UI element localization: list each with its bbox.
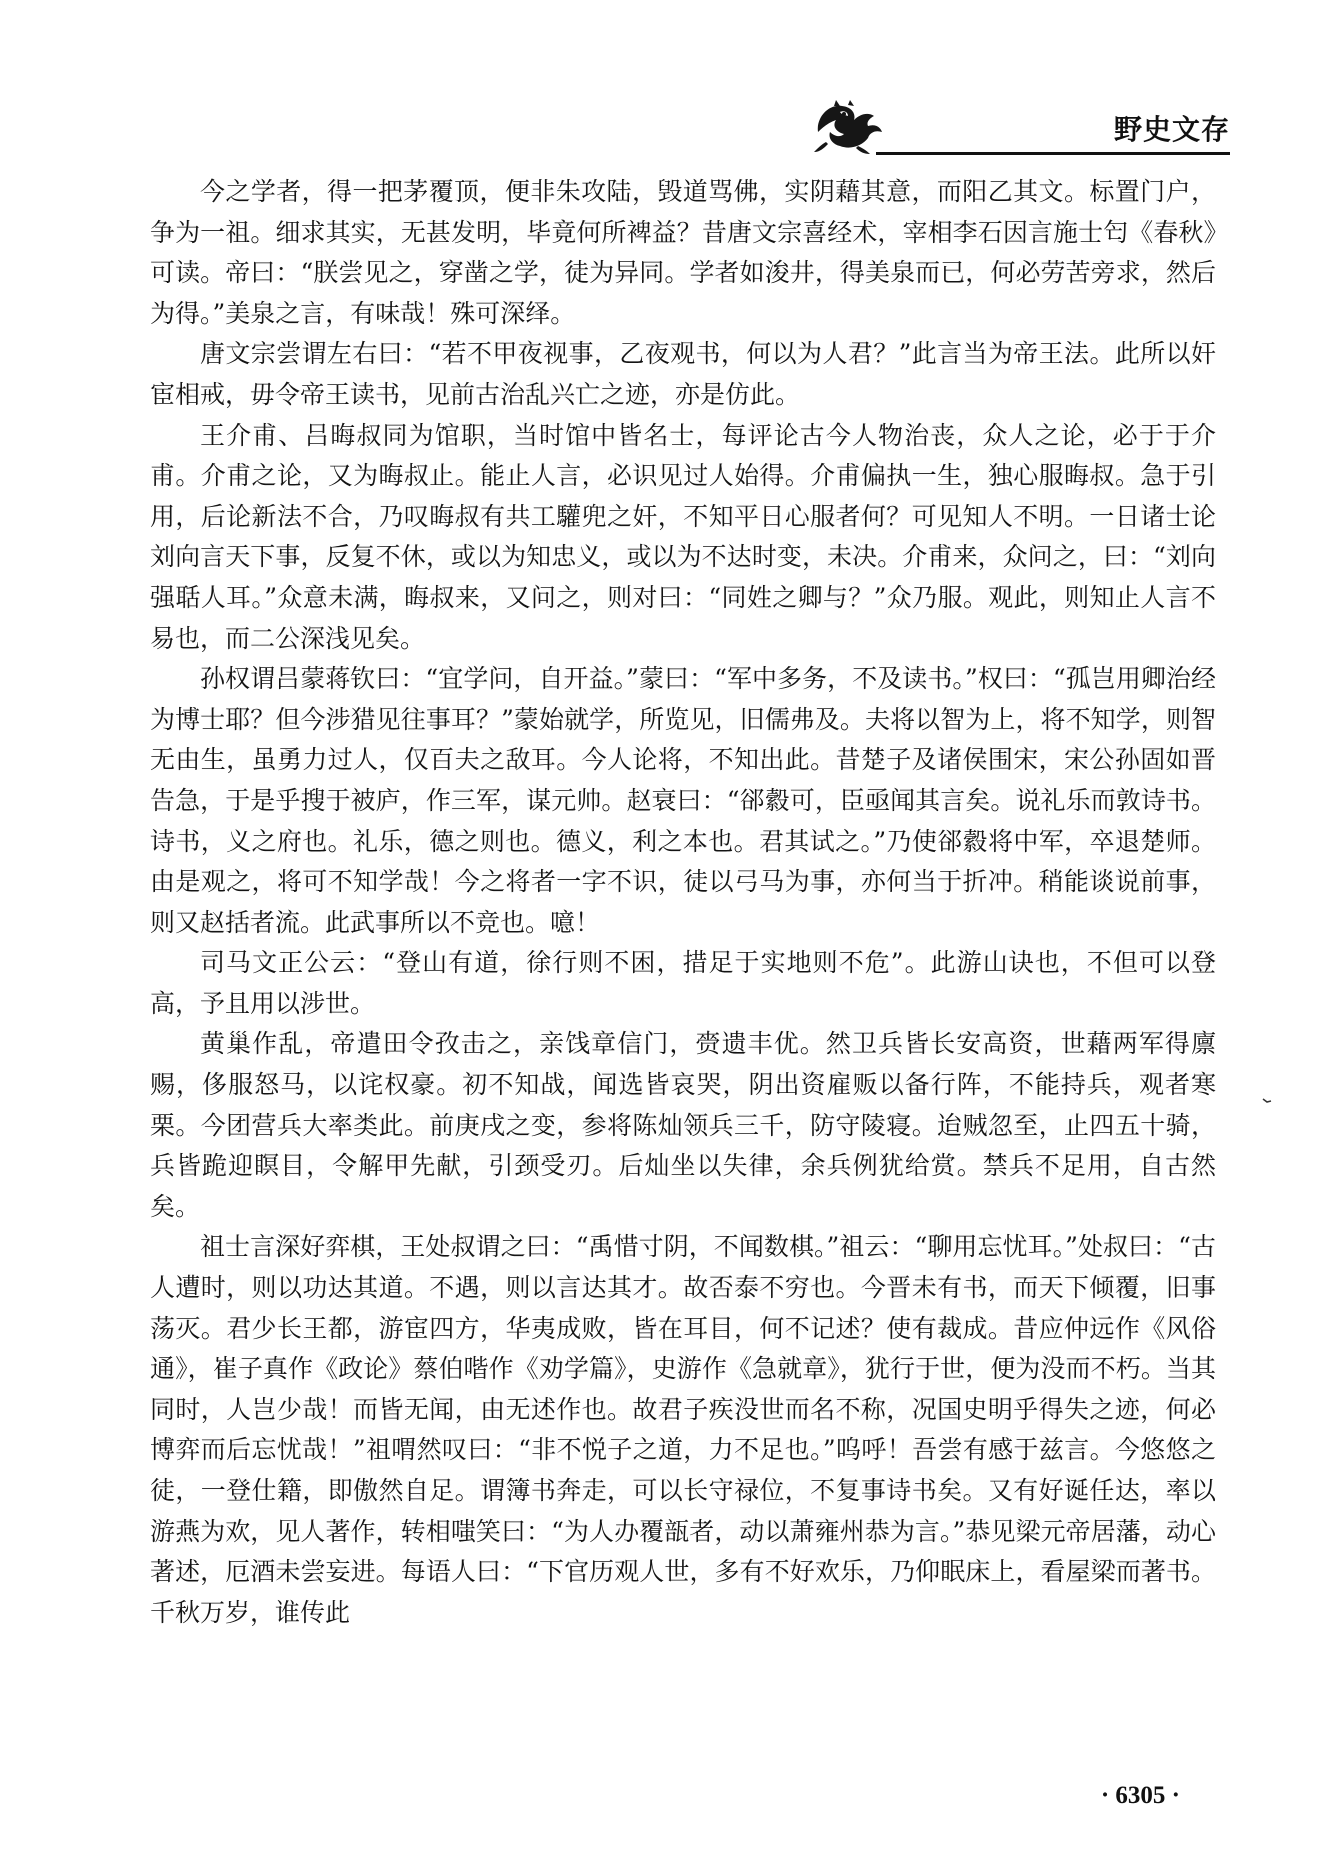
paragraph-2: 唐文宗尝谓左右曰：“若不甲夜视事，乙夜观书，何以为人君？”此言当为帝王法。此所以奸宦相戒，毋令帝王读书，见前古治乱兴亡之迹，亦是仿此。	[150, 339, 1216, 409]
scan-speck-mark	[1262, 1098, 1272, 1104]
paragraph-1: 今之学者，得一把茅覆顶，便非朱攻陆，毁道骂佛，实阴藉其意，而阳乙其文。标置门户，争为一祖。细求其实，无甚发明，毕竟何所裨益？昔唐文宗喜经术，宰相李石因言施士匄《春秋》可读。帝曰：“朕尝见之，穿凿之学，徒为异同。学者如浚井，得美泉而已，何必劳苦旁求，然后为得。”美泉之言，有味哉！殊可深绎。	[150, 177, 1216, 328]
page-body	[150, 172, 1216, 1752]
paragraph-4: 孙权谓吕蒙蒋钦曰：“宜学问，自开益。”蒙曰：“军中多务，不及读书。”权曰：“孤岂用卿治经为博士耶？但今涉猎见往事耳？”蒙始就学，所览见，旧儒弗及。夫将以智为上，将不知学，则智无由生，虽勇力过人，仅百夫之敌耳。今人论将，不知出此。昔楚子及诸侯围宋，宋公孙固如晋告急，于是乎搜于被庐，作三军，谋元帅。赵衰曰：“郤縠可，臣亟闻其言矣。说礼乐而敦诗书。诗书，义之府也。礼乐，德之则也。德义，利之本也。君其试之。”乃使郤縠将中军，卒退楚师。由是观之，将可不知学哉！今之将者一字不识，徒以弓马为事，亦何当于折冲。稍能谈说前事，则又赵括者流。此武事所以不竞也。噫！	[150, 664, 1216, 937]
paragraph-6: 黄巢作乱，帝遣田令孜击之，亲饯章信门，赍遗丰优。然卫兵皆长安高资，世藉两军得廪赐，侈服怒马，以诧权豪。初不知战，闻选皆哀哭，阴出资雇贩以备行阵，不能持兵，观者寒栗。今团营兵大率类此。前庚戌之变，参将陈灿领兵三千，防守陵寝。迨贼忽至，止四五十骑，兵皆跪迎瞑目，令解甲先献，引颈受刃。后灿坐以失律，余兵例犹给赏。禁兵不足用，自古然矣。	[150, 1029, 1216, 1221]
paragraph-5: 司马文正公云：“登山有道，徐行则不困，措足于实地则不危”。此游山诀也，不但可以登高，予且用以涉世。	[150, 948, 1216, 1018]
page-header	[810, 92, 1230, 162]
paragraph-7: 祖士言深好弈棋，王处叔谓之曰：“禹惜寸阴，不闻数棋。”祖云：“聊用忘忧耳。”处叔曰：“古人遭时，则以功达其道。不遇，则以言达其才。故否泰不穷也。今晋未有书，而天下倾覆，旧事荡灭。君少长王都，游宦四方，华夷成败，皆在耳目，何不记述？使有裁成。昔应仲远作《风俗通》，崔子真作《政论》蔡伯喈作《劝学篇》，史游作《急就章》，犹行于世，便为没而不朽。当其同时，人岂少哉！而皆无闻，由无述作也。故君子疾没世而名不称，况国史明乎得失之迹，何必博弈而后忘忧哉！”祖喟然叹曰：“非不悦子之道，力不足也。”呜呼！吾尝有感于兹言。今悠悠之徒，一登仕籍，即傲然自足。谓簿书奔走，可以长守禄位，不复事诗书矣。又有好诞任达，率以游燕为欢，见人著作，转相嗤笑曰：“为人办覆瓿者，动以萧雍州恭为言。”恭见梁元帝居藩，动心著述，厄酒未尝妄进。每语人曰：“下官历观人世，多有不好欢乐，乃仰眠床上，看屋梁而著书。千秋万岁，谁传此	[150, 1232, 1216, 1627]
paragraph-3: 王介甫、吕晦叔同为馆职，当时馆中皆名士，每评论古今人物治丧，众人之论，必于于介甫。介甫之论，又为晦叔止。能止人言，必识见过人始得。介甫偏执一生，独心服晦叔。急于引用，后论新法不合，乃叹晦叔有共工驩兜之奸，不知平日心服者何？可见知人不明。一日诸士论刘向言天下事，反复不休，或以为知忠义，或以为不达时变，未决。介甫来，众问之，曰：“刘向强聒人耳。”众意未满，晦叔来，又问之，则对曰：“同姓之卿与？”众乃服。观此，则知止人言不易也，而二公深浅见矣。	[150, 420, 1216, 653]
page-number-value: 6305	[1115, 1782, 1166, 1809]
page-number-dot-left: ·	[1100, 1782, 1110, 1809]
page-number-dot-right: ·	[1171, 1782, 1180, 1809]
header-rule	[876, 152, 1230, 155]
series-title: 野史文存	[1113, 113, 1230, 146]
dragon-emblem-icon	[810, 92, 888, 158]
page-number	[1101, 1782, 1180, 1810]
